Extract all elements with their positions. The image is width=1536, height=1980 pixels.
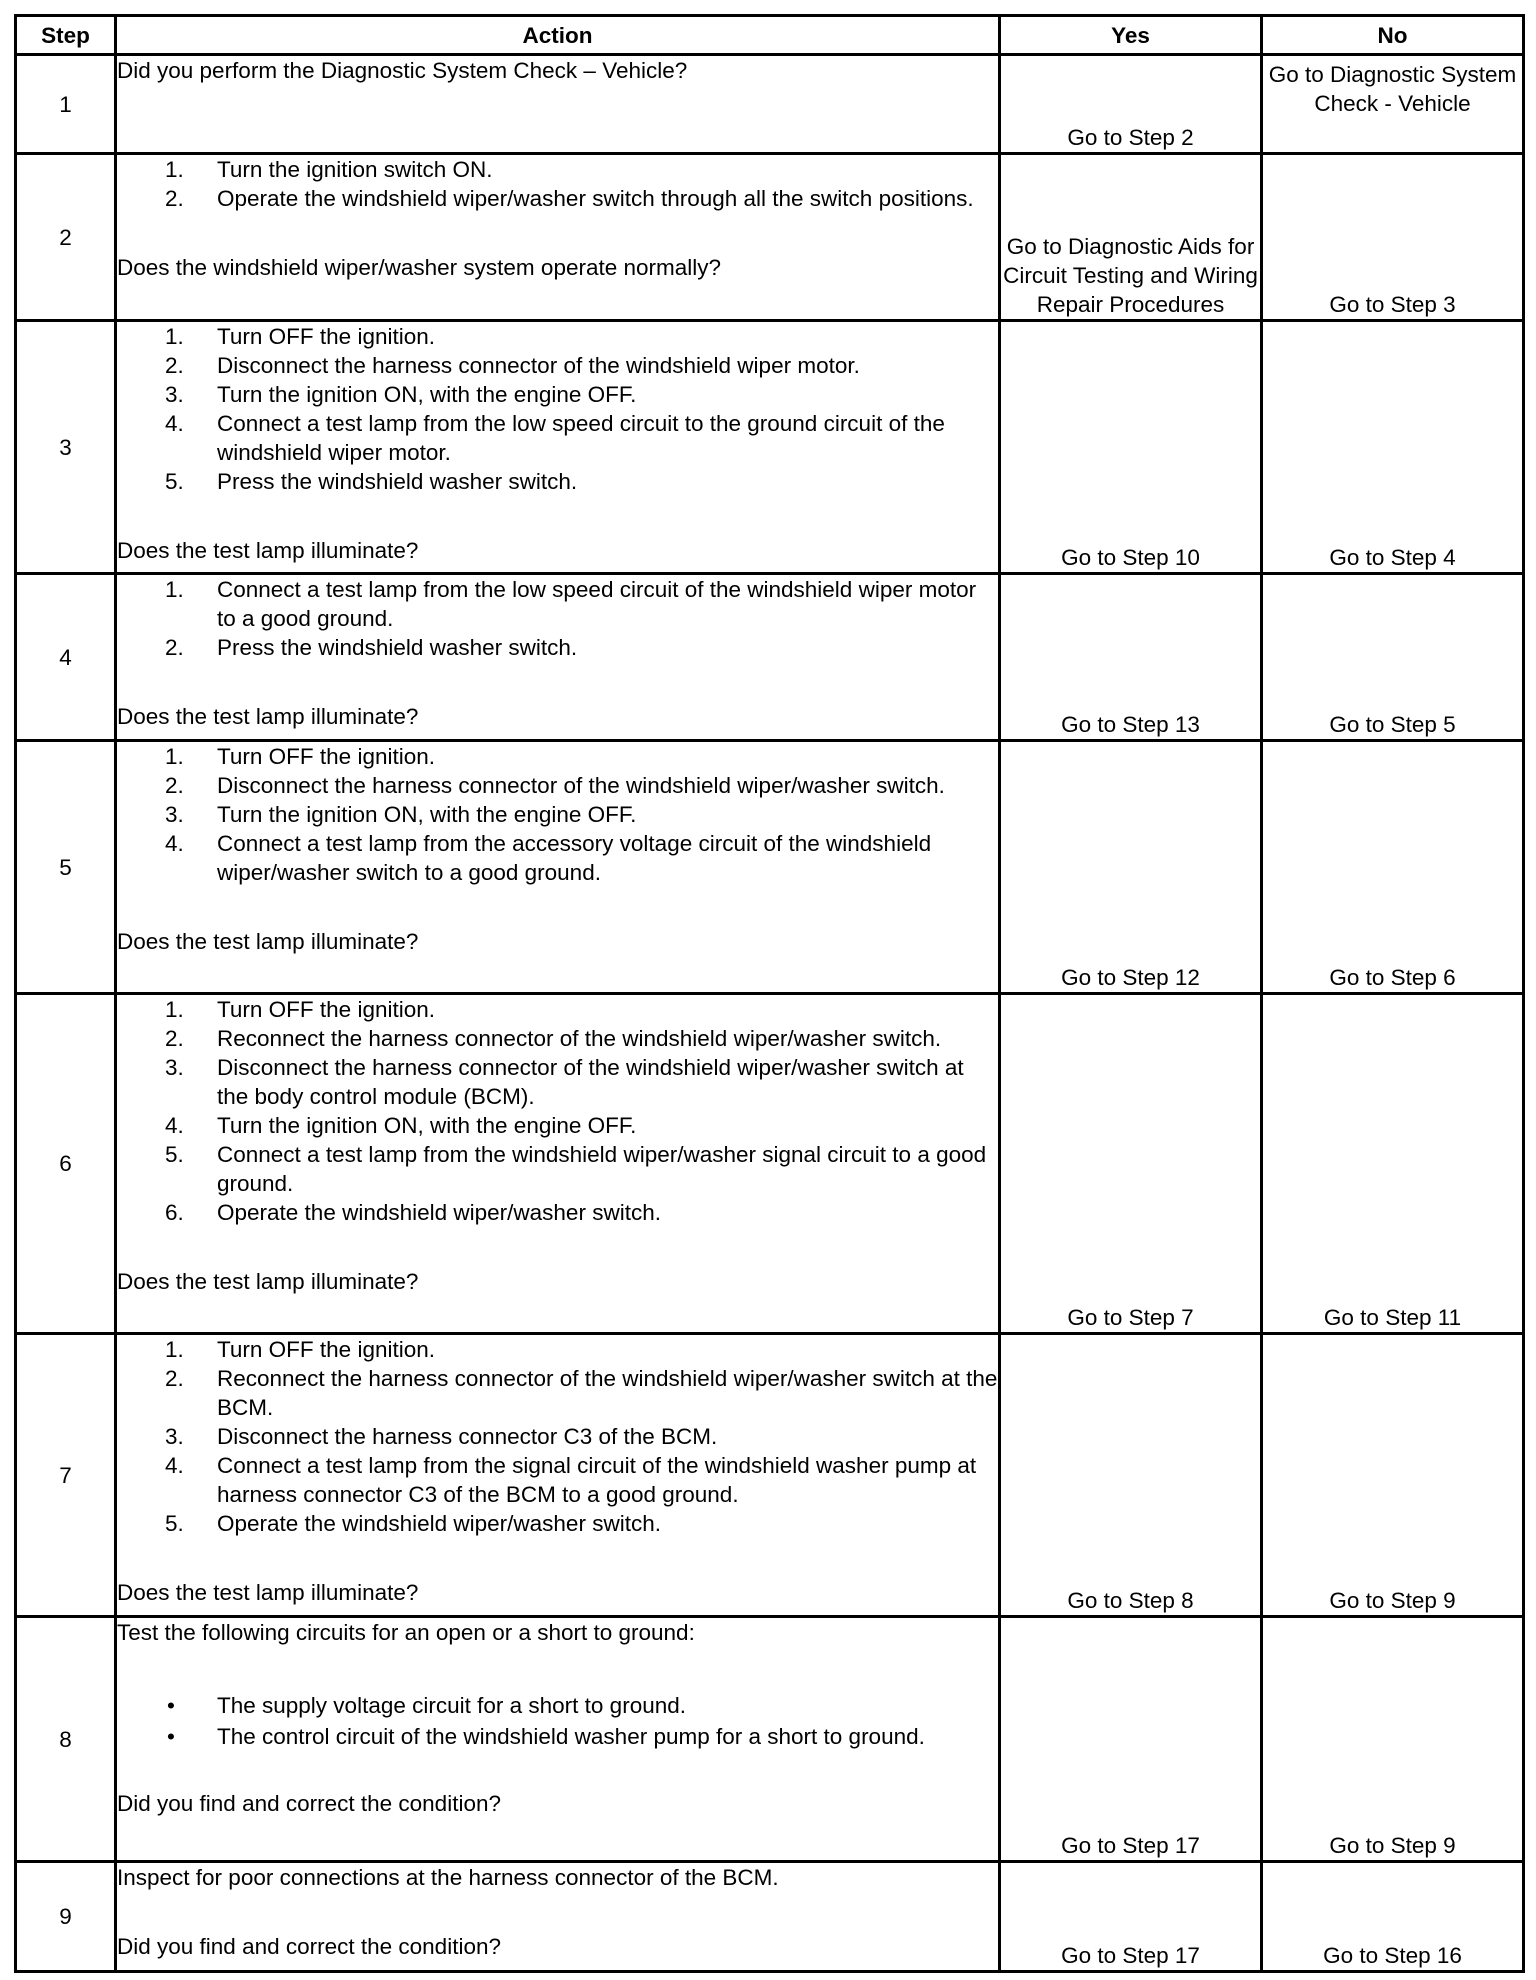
step-number: 6 bbox=[16, 994, 116, 1334]
table-row bbox=[16, 1334, 1524, 1617]
list-item: 4. Connect a test lamp from the signal circuit of the windshield washer pump at harness connector C3 of the BCM to a good ground. bbox=[165, 1453, 977, 1507]
list-item: 1. Turn OFF the ignition. bbox=[165, 744, 436, 769]
list-item: 3. Disconnect the harness connector C3 of the BCM. bbox=[165, 1424, 718, 1449]
action-question: Does the test lamp illuminate? bbox=[117, 704, 419, 729]
header-action: Action bbox=[116, 16, 1000, 55]
list-item: 1. Connect a test lamp from the low speed circuit of the windshield wiper motor to a good ground. bbox=[165, 577, 977, 631]
yes-result: Go to Step 17 bbox=[1000, 1617, 1262, 1862]
list-item: 6. Operate the windshield wiper/washer switch. bbox=[165, 1200, 661, 1225]
table-row bbox=[16, 994, 1524, 1334]
diagnostic-document bbox=[14, 14, 1522, 1973]
action-question: Did you find and correct the condition? bbox=[117, 1934, 501, 1959]
list-item: 4. Connect a test lamp from the accessory voltage circuit of the windshield wiper/washer switch to a good ground. bbox=[165, 831, 932, 885]
yes-result: Go to Step 2 bbox=[1000, 55, 1262, 154]
table-row bbox=[16, 321, 1524, 574]
action-question: Did you find and correct the condition? bbox=[117, 1791, 501, 1816]
yes-result: Go to Step 8 bbox=[1000, 1334, 1262, 1617]
list-item: 3. Turn the ignition ON, with the engine OFF. bbox=[165, 382, 637, 407]
list-item: 4. Turn the ignition ON, with the engine OFF. bbox=[165, 1113, 637, 1138]
no-result: Go to Step 5 bbox=[1262, 574, 1524, 741]
header-row bbox=[16, 16, 1524, 55]
list-item: 1. Turn OFF the ignition. bbox=[165, 324, 436, 349]
action-steps bbox=[117, 575, 998, 662]
no-result: Go to Step 4 bbox=[1262, 321, 1524, 574]
step-number: 9 bbox=[16, 1862, 116, 1972]
no-result: Go to Step 9 bbox=[1262, 1334, 1524, 1617]
yes-result: Go to Step 17 bbox=[1000, 1862, 1262, 1972]
list-item: 5. Operate the windshield wiper/washer switch. bbox=[165, 1511, 661, 1536]
no-result: Go to Diagnostic System Check - Vehicle bbox=[1262, 55, 1524, 154]
action-cell bbox=[116, 1862, 1000, 1972]
list-item: 1. Turn the ignition switch ON. bbox=[165, 157, 493, 182]
table-row bbox=[16, 154, 1524, 321]
diagnostic-table bbox=[14, 14, 1525, 1973]
list-item: 3. Disconnect the harness connector of the windshield wiper/washer switch at the body control module (BCM). bbox=[165, 1055, 964, 1109]
action-intro: Test the following circuits for an open or a short to ground: bbox=[117, 1620, 695, 1645]
yes-result: Go to Step 12 bbox=[1000, 741, 1262, 994]
action-cell bbox=[116, 994, 1000, 1334]
list-item: 3. Turn the ignition ON, with the engine OFF. bbox=[165, 802, 637, 827]
step-number: 3 bbox=[16, 321, 116, 574]
table-row bbox=[16, 574, 1524, 741]
list-item: 1. Turn OFF the ignition. bbox=[165, 1337, 436, 1362]
step-number: 8 bbox=[16, 1617, 116, 1862]
action-question: Does the test lamp illuminate? bbox=[117, 1580, 419, 1605]
no-result: Go to Step 3 bbox=[1262, 154, 1524, 321]
step-number: 7 bbox=[16, 1334, 116, 1617]
no-result: Go to Step 11 bbox=[1262, 994, 1524, 1334]
table-row bbox=[16, 1617, 1524, 1862]
action-question: Does the windshield wiper/washer system operate normally? bbox=[117, 255, 722, 280]
table-row bbox=[16, 55, 1524, 154]
list-item: 4. Connect a test lamp from the low speed circuit to the ground circuit of the windshield wiper motor. bbox=[165, 411, 945, 465]
action-question: Does the test lamp illuminate? bbox=[117, 929, 419, 954]
yes-result: Go to Step 10 bbox=[1000, 321, 1262, 574]
action-steps bbox=[117, 742, 998, 887]
list-item: 5. Press the windshield washer switch. bbox=[165, 469, 578, 494]
step-number: 1 bbox=[16, 55, 116, 154]
action-intro: Did you perform the Diagnostic System Check – Vehicle? bbox=[117, 58, 688, 83]
table-row bbox=[16, 1862, 1524, 1972]
list-item: 2. Disconnect the harness connector of the windshield wiper/washer switch. bbox=[165, 773, 945, 798]
step-number: 4 bbox=[16, 574, 116, 741]
action-cell bbox=[116, 154, 1000, 321]
yes-result: Go to Step 7 bbox=[1000, 994, 1262, 1334]
no-result: Go to Step 6 bbox=[1262, 741, 1524, 994]
action-question: Does the test lamp illuminate? bbox=[117, 538, 419, 563]
list-item: 1. Turn OFF the ignition. bbox=[165, 997, 436, 1022]
list-item: • The supply voltage circuit for a short to ground. bbox=[167, 1693, 686, 1718]
yes-result: Go to Step 13 bbox=[1000, 574, 1262, 741]
no-result: Go to Step 16 bbox=[1262, 1862, 1524, 1972]
header-yes: Yes bbox=[1000, 16, 1262, 55]
list-item: 2. Disconnect the harness connector of the windshield wiper motor. bbox=[165, 353, 860, 378]
header-step: Step bbox=[16, 16, 116, 55]
table-row bbox=[16, 741, 1524, 994]
list-item: 2. Reconnect the harness connector of the windshield wiper/washer switch. bbox=[165, 1026, 942, 1051]
action-cell bbox=[116, 1617, 1000, 1862]
action-steps bbox=[117, 1335, 998, 1538]
action-cell bbox=[116, 55, 1000, 154]
action-cell bbox=[116, 1334, 1000, 1617]
list-item: 5. Connect a test lamp from the windshield wiper/washer signal circuit to a good ground. bbox=[165, 1142, 987, 1196]
list-item: 2. Operate the windshield wiper/washer switch through all the switch positions. bbox=[165, 186, 974, 211]
yes-result: Go to Diagnostic Aids for Circuit Testing and Wiring Repair Procedures bbox=[1000, 154, 1262, 321]
action-question: Does the test lamp illuminate? bbox=[117, 1269, 419, 1294]
action-intro: Inspect for poor connections at the harness connector of the BCM. bbox=[117, 1865, 779, 1890]
header-no: No bbox=[1262, 16, 1524, 55]
action-steps bbox=[117, 322, 998, 496]
list-item: 2. Press the windshield washer switch. bbox=[165, 635, 578, 660]
step-number: 5 bbox=[16, 741, 116, 994]
list-item: • The control circuit of the windshield washer pump for a short to ground. bbox=[167, 1724, 925, 1749]
action-steps bbox=[117, 995, 998, 1227]
action-cell bbox=[116, 741, 1000, 994]
action-steps bbox=[117, 155, 998, 213]
action-bullets bbox=[117, 1691, 998, 1751]
action-cell bbox=[116, 321, 1000, 574]
step-number: 2 bbox=[16, 154, 116, 321]
action-cell bbox=[116, 574, 1000, 741]
list-item: 2. Reconnect the harness connector of the windshield wiper/washer switch at the BCM. bbox=[165, 1366, 998, 1420]
no-result: Go to Step 9 bbox=[1262, 1617, 1524, 1862]
